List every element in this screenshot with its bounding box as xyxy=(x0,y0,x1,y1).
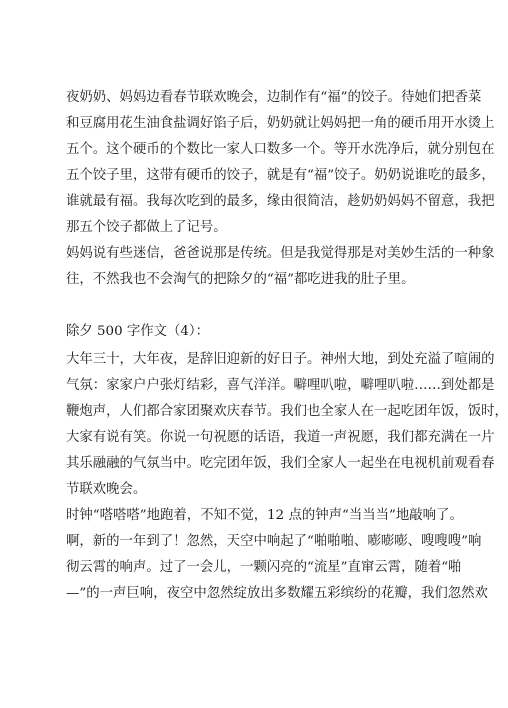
text-line: 往，不然我也不会淘气的把除夕的“福”都吃进我的肚子里。 xyxy=(66,272,415,287)
text-line: 节联欢晚会。 xyxy=(66,482,147,497)
text-line: —”的一声巨响，夜空中忽然绽放出多数耀五彩缤纷的花瓣，我们忽然欢 xyxy=(66,586,488,601)
text-line: 其乐融融的气氛当中。吃完团年饭，我们全家人一起坐在电视机前观看春 xyxy=(66,456,495,471)
text-line: 大家有说有笑。你说一句祝愿的话语，我道一声祝愿，我们都充满在一片 xyxy=(66,430,495,445)
text-line: 气氛：家家户户张灯结彩，喜气洋洋。噼哩叭啦，噼哩叭啦……到处都是 xyxy=(66,378,495,393)
text-line: 鞭炮声，人们都合家团聚欢庆春节。我们也全家人在一起吃团年饭，饭时， xyxy=(66,404,508,419)
text-line: 和豆腐用花生油食盐调好馅子后，奶奶就让妈妈把一角的硬币用开水烫上 xyxy=(66,116,495,131)
text-line: 夜奶奶、妈妈边看春节联欢晚会，边制作有“福”的饺子。待她们把香菜 xyxy=(66,90,482,105)
text-line: 五个饺子里，这带有硬币的饺子，就是有“福”饺子。奶奶说谁吃的最多， xyxy=(66,168,495,183)
text-line: 大年三十，大年夜，是辞旧迎新的好日子。神州大地，到处充溢了喧闹的 xyxy=(66,352,495,367)
text-line: 彻云霄的响声。过了一会儿，一颗闪亮的“流星”直窜云霄，随着“啪 xyxy=(66,560,462,575)
section-heading: 除夕 500 字作文（4）： xyxy=(66,324,210,339)
text-line: 那五个饺子都做上了记号。 xyxy=(66,220,227,235)
text-line: 啊，新的一年到了！忽然，天空中响起了“啪啪啪、嘭嘭嘭、嗖嗖嗖”响 xyxy=(66,534,482,549)
text-line: 谁就最有福。我每次吃到的最多，缘由很简洁，趁奶奶妈妈不留意，我把 xyxy=(66,194,495,209)
text-line: 时钟“嗒嗒嗒”地跑着，不知不觉，12 点的钟声“当当当”地敲响了。 xyxy=(66,508,463,523)
text-line: 妈妈说有些迷信，爸爸说那是传统。但是我觉得那是对美妙生活的一种象 xyxy=(66,246,495,261)
text-line: 五个。这个硬币的个数比一家人口数多一个。等开水洗净后，就分别包在 xyxy=(66,142,495,157)
